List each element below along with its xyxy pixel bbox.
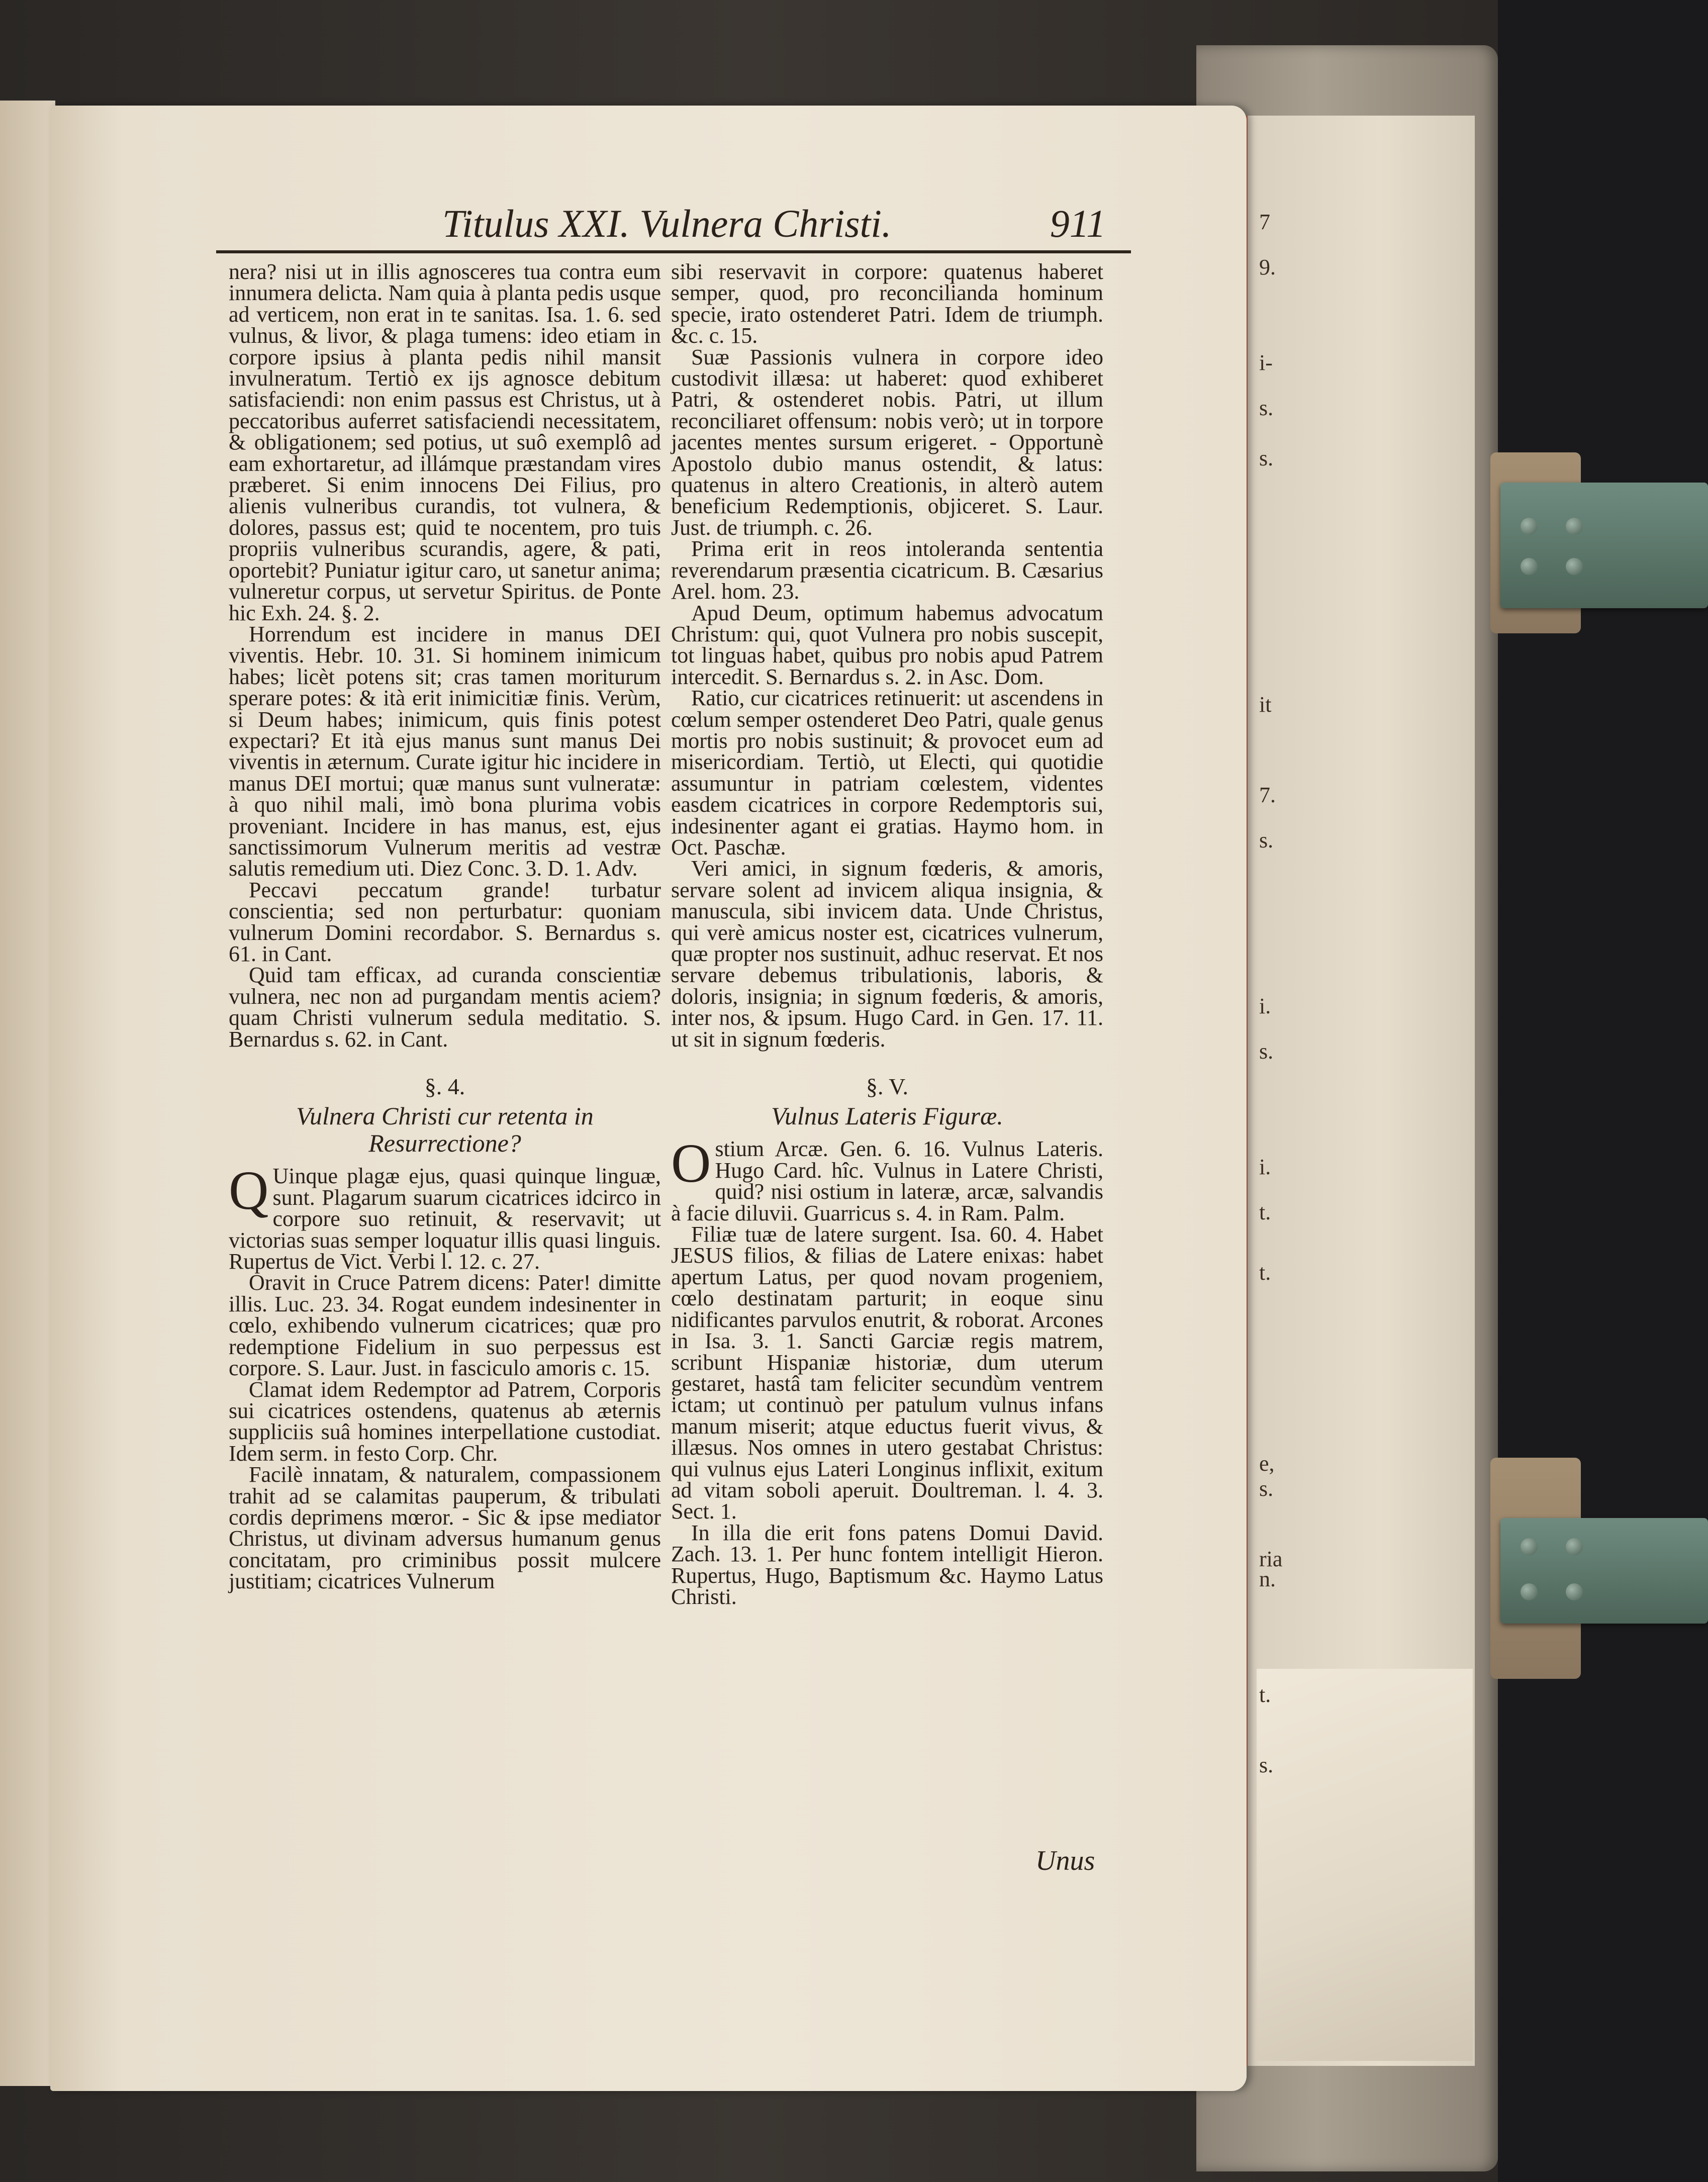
edge-fragment: i.: [1259, 1155, 1271, 1179]
edge-fragment: t.: [1259, 1682, 1271, 1707]
paragraph: Filiæ tuæ de latere surgent. Isa. 60. 4. Habet JESUS filios, & filias de Latere enixas: habet apertum Latus, per quod novam progeniem, cœlo destinatam parturit; in eoque sinu nidificantes parvulos enutrit, & roborat. Arcones in Isa. 3. 1. Sancti Garciæ regis matrem, scribunt Hispaniæ historiæ, dum uterum gestaret, hastâ tam feliciter secundùm ventrem ictam; ut continuò per patulum vulnus infans manum miserit; atque eductus fuerit vivus, & illæsus. Nos omnes in utero gestabat Christus: qui vulnus ejus Lateri Longinus inflixit, exitum ad vitam soboli aperuit. Doultreman. l. 4. 3. Sect. 1.: [671, 1222, 1103, 1524]
edge-fragment: i-: [1259, 350, 1273, 375]
paragraph: Prima erit in reos intoleranda sententia reverendarum præsentia cicatricum. B. Cæsarius Arel. hom. 23.: [671, 536, 1103, 604]
adjacent-page-fragments: [1259, 210, 1289, 1777]
paragraph: nera? nisi ut in illis agnosceres tua contra eum innumera delicta. Nam quia à planta pedis usque ad verticem, non erat in te sanitas. Isa. 1. 6. sed vulnus, & livor, & plaga tumens: ideo etiam in corpore ipsius à planta pedis nihil mansit invulneratum. Tertiò ex ijs agnosce debitum satisfaciendi: non enim passus est Christus, ut à peccatoribus auferret satisfaciendi necessitatem, & obligationem; sed potius, ut suô exemplô ad eam exhortaretur, ad illámque præstandam vires præberet. Si enim innocens Dei Filius, pro alienis vulneribus curandis, tot vulnera, & dolores, passus est; quid te nocentem, pro tuis propriis vulneribus scurandis, agere, & pati, oportebit? Puniatur igitur caro, ut sanetur anima; vulneretur corpus, ut servetur Spiritus. de Ponte hic Exh. 24. §. 2.: [229, 259, 661, 625]
rivet-icon: [1521, 1583, 1538, 1600]
section-title: Vulnera Christi cur retenta in Resurrectione?: [296, 1102, 594, 1158]
paragraph: Horrendum est incidere in manus DEI viventis. Hebr. 10. 31. Si hominem inimicum habes; licèt potens sit; cras tamen moriturum sperare potes: & ità erit inimicitiæ finis. Verùm, si Deum habes; inimicum, quis finis potest expectari? Et ità ejus manus sunt manus Dei viventis in æternum. Curate igitur hic incidere in manus DEI mortui; quæ manus sunt vulneratæ: à quo nihil mali, imò bona plurima vobis proveniant. Incidere in has manus, est, ejus sanctissimorum Vulnerum meritis ad vestræ salutis remedium uti. Diez Conc. 3. D. 1. Adv.: [229, 621, 661, 881]
header-rule: [216, 250, 1131, 253]
edge-fragment: 7.: [1259, 783, 1276, 807]
paragraph: In illa die erit fons patens Domui David. Zach. 13. 1. Per hunc fontem intelligit Hieron. Rupertus, Hugo, Baptismum &c. Haymo Latus Christi.: [671, 1520, 1103, 1609]
paragraph: QUinque plagæ ejus, quasi quinque linguæ, sunt. Plagarum suarum cicatrices idcirco in corpore suo retinuit, & reservavit; ut victorias suas semper loquatur illis quasi linguis. Rupertus de Vict. Verbi l. 12. c. 27.: [229, 1160, 661, 1274]
paragraph: Oravit in Cruce Patrem dicens: Pater! dimitte illis. Luc. 23. 34. Rogat eundem indesinenter in cœlo, exhibendo vulnerum cicatrices; quæ pro redemptione Fidelium in suo perpessus est corpore. S. Laur. Just. in fasciculo amoris c. 15.: [229, 1270, 661, 1381]
edge-fragment: s.: [1259, 446, 1274, 470]
rivet-icon: [1521, 518, 1538, 535]
paragraph: Facilè innatam, & naturalem, compassionem trahit ad se calamitas pauperum, & tribulati cordis deprimens mœror. - Sic & ipse mediator Christus, ut divinam adversus humanum genus concitatam, pro criminibus possit mulcere justitiam; cicatrices Vulnerum: [229, 1462, 661, 1594]
paragraph: Clamat idem Redemptor ad Patrem, Corporis sui cicatrices ostendens, quatenus ab æternis suppliciis suâ homines interpellatione custodiat. Idem serm. in festo Corp. Chr.: [229, 1377, 661, 1466]
rivet-icon: [1566, 1538, 1583, 1555]
edge-fragment: s.: [1259, 396, 1274, 420]
paragraph: Peccavi peccatum grande! turbatur conscientia; sed non perturbatur: quoniam vulnerum Domini recordabor. S. Bernardus s. 61. in Cant.: [229, 877, 661, 966]
section-number: §. V.: [866, 1074, 908, 1100]
right-column: [671, 261, 1103, 1607]
edge-fragment: it: [1259, 692, 1272, 717]
left-column: [229, 261, 661, 1592]
paragraph: Quid tam efficax, ad curanda conscientiæ vulnera, nec non ad purgandam mentis aciem? quam Christi vulnerum sedula meditatio. S. Bernardus s. 62. in Cant.: [229, 963, 661, 1052]
page-number: 911: [1050, 202, 1106, 245]
paragraph: Apud Deum, optimum habemus advocatum Christum: qui, quot Vulnera pro nobis suscepit, tot linguas habet, quibus pro nobis apud Patrem intercedit. S. Bernardus s. 2. in Asc. Dom.: [671, 600, 1103, 689]
edge-fragment: s.: [1259, 1476, 1274, 1501]
edge-fragment: ria: [1259, 1547, 1283, 1571]
edge-fragment: 9.: [1259, 255, 1276, 279]
edge-fragment: s.: [1259, 1039, 1274, 1064]
edge-fragment: i.: [1259, 994, 1271, 1018]
section-title: Vulnus Lateris Figuræ.: [771, 1102, 1003, 1130]
running-header: [442, 201, 1106, 256]
rivet-icon: [1566, 518, 1583, 535]
edge-fragment: s.: [1259, 1753, 1274, 1777]
catchword: Unus: [1035, 1845, 1095, 1876]
rivet-icon: [1521, 1538, 1538, 1555]
paragraph: Suæ Passionis vulnera in corpore ideo custodivit illæsa: ut haberet: quod exhiberet Patri, & ostenderet nobis. Patri, ut illum reconciliaret offensum: nobis verò; ut in torpore jacentes mentes sursum erigeret. - Opportunè Apostolo dubio manus ostendit, & latus: quatenus in altero Creationis, in alterò autem beneficium Redemptionis, objiceret. S. Laur. Just. de triumph. c. 26.: [671, 344, 1103, 540]
edge-fragment: 7: [1259, 210, 1270, 234]
rivet-icon: [1566, 1583, 1583, 1600]
paragraph: sibi reservavit in corpore: quatenus haberet semper, quod, pro reconcilianda hominum specie, irato ostenderet Patri. Idem de triumph. &c. c. 15.: [671, 259, 1103, 348]
facing-page-edge: [0, 101, 55, 2086]
upper-clasp: [1500, 483, 1708, 608]
section-number: §. 4.: [424, 1074, 465, 1100]
edge-fragment: s.: [1259, 828, 1274, 852]
rivet-icon: [1566, 558, 1583, 575]
edge-fragment: t.: [1259, 1260, 1271, 1285]
rivet-icon: [1521, 558, 1538, 575]
paragraph: Ratio, cur cicatrices retinuerit: ut ascendens in cœlum semper ostenderet Deo Patri, quale genus mortis pro nobis sustinuit; & provocet eum ad misericordiam. Tertiò, ut Electi, qui quotidie assumuntur in patriam cœlestem, videntes easdem cicatrices in corpore Redemptoris sui, indesinenter agant ei gratias. Haymo hom. in Oct. Paschæ.: [671, 686, 1103, 860]
lower-clasp: [1500, 1518, 1708, 1624]
edge-fragment: n.: [1259, 1567, 1276, 1591]
edge-fragment: e,: [1259, 1451, 1275, 1476]
paragraph: Ostium Arcæ. Gen. 6. 16. Vulnus Lateris. Hugo Card. hîc. Vulnus in Latere Christi, quid? nisi ostium in lateræ, arcæ, salvandis à facie diluvii. Guarricus s. 4. in Ram. Palm.: [671, 1132, 1103, 1225]
running-title: Titulus XXI. Vulnera Christi.: [442, 202, 892, 245]
edge-fragment: t.: [1259, 1200, 1271, 1224]
paragraph: Veri amici, in signum fœderis, & amoris, servare solent ad invicem aliqua insignia, & manuscula, sibi invicem data. Unde Christus, qui verè amicus noster est, cicatrices vulnerum, quæ propter nos sustinuit, adhuc reservat. Et nos servare debemus tribulationis, laboris, & doloris, insignia; in signum fœderis, & amoris, inter nos, & ipsum. Hugo Card. in Gen. 17. 11. ut sit in signum fœderis.: [671, 856, 1103, 1052]
